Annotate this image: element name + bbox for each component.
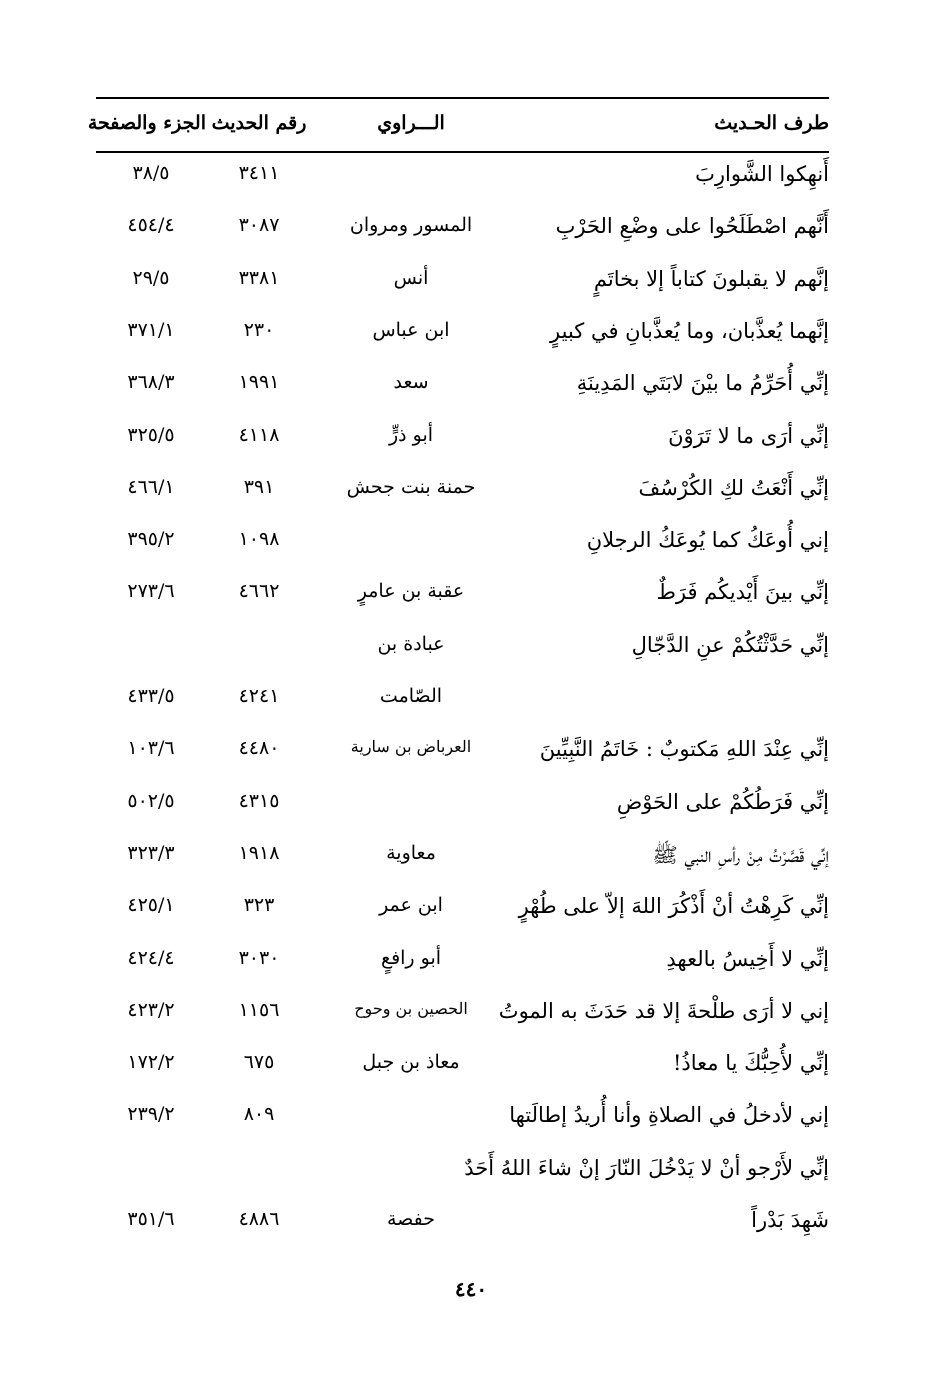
table-row: [96, 1146, 829, 1198]
row-number: ١٠٩٨: [238, 528, 280, 551]
row-hadith: أَنهِكوا الشَّوارِبَ: [695, 162, 829, 186]
row-rawi: عبادة بن: [377, 632, 445, 655]
row-rawi: الصّامت: [379, 685, 443, 707]
row-number: ٣٠٣٠: [238, 946, 280, 969]
table-row: [96, 780, 829, 832]
row-number: ٣٣٨١: [238, 266, 280, 289]
table-row: [96, 832, 829, 884]
row-page: ٢٩/٥: [132, 266, 170, 289]
table-row: [96, 257, 829, 309]
page-number: ٤٤٠: [454, 1277, 488, 1301]
row-number: ١٩٩١: [238, 371, 280, 394]
table-row: [96, 518, 829, 570]
table-row: [96, 675, 829, 727]
table-row: [96, 1041, 829, 1093]
row-number: ١٩١٨: [238, 841, 280, 864]
row-page: ٤٦٦/١: [127, 475, 175, 498]
row-page: ٣٧١/١: [127, 318, 175, 341]
table-row: [96, 884, 829, 936]
row-rawi: معاذ بن جبل: [362, 1051, 460, 1074]
row-hadith: شَهِدَ بَدْراً: [751, 1208, 829, 1232]
table-row: [96, 1198, 829, 1250]
table-row: [96, 1093, 829, 1145]
row-number: ٤٤٨٠: [238, 737, 280, 760]
row-hadith: إنِّي قَصَّرْتُ مِنْ رأسِ النبي ﷺ: [652, 842, 829, 867]
table-row: [96, 570, 829, 622]
row-hadith: إني أُوعَكُ كما يُوعَكُ الرجلانِ: [586, 528, 829, 553]
row-hadith: إنِّي لا أَخِيسُ بالعهدِ: [666, 946, 829, 971]
table-row: [96, 309, 829, 361]
row-rawi: المسور ومروان: [349, 214, 473, 237]
row-hadith: أَنَّهم اصْطَلَحُوا على وضْعِ الحَرْبِ: [555, 214, 829, 239]
table-top-rule: [96, 97, 829, 99]
table-row: [96, 361, 829, 413]
row-number: ٤٦٦٢: [238, 580, 280, 603]
row-page: ٢٧٣/٦: [127, 580, 175, 603]
row-hadith: إنَّهما يُعذَّبان، وما يُعذَّبانِ في كبيرٍ: [550, 318, 829, 343]
row-rawi: أبو رافعٍ: [380, 946, 442, 969]
row-hadith: إنِّي فَرَطُكُمْ على الحَوْضِ: [616, 789, 829, 814]
row-hadith: إني لا أرَى طلْحةَ إلا قد حَدَثَ به الموتُ: [498, 998, 829, 1023]
header-number: رقم الحديث: [211, 112, 307, 134]
row-rawi: أنس: [393, 266, 429, 289]
table-row: [96, 466, 829, 518]
row-number: ٤٣١٥: [238, 789, 280, 812]
row-rawi: ابن عمر: [379, 894, 443, 917]
row-rawi: عقبة بن عامرٍ: [357, 580, 465, 603]
header-rawi: الـــراوي: [377, 112, 445, 134]
row-page: ٣٢٣/٣: [127, 841, 175, 864]
row-page: ٤٢٤/٤: [127, 946, 175, 969]
row-page: ١٧٢/٢: [127, 1051, 175, 1074]
row-number: ٤٢٤١: [238, 685, 280, 707]
row-hadith: إنِّي أَنْعَتُ لكِ الكُرْسُفَ: [638, 475, 829, 500]
row-number: ٤٨٨٦: [238, 1208, 280, 1230]
row-rawi: أبو ذرٍّ: [388, 423, 434, 446]
row-rawi: معاوية: [386, 841, 436, 864]
row-page: ٣٦٨/٣: [127, 371, 175, 394]
table-row: [96, 204, 829, 256]
row-hadith: إنِّي لأُحِبُّكَ يا معاذُ!: [672, 1051, 829, 1076]
row-page: ٤٣٣/٥: [127, 685, 175, 707]
row-number: ١١٥٦: [238, 998, 280, 1021]
table-row: [96, 989, 829, 1041]
row-page: ٥٠٢/٥: [127, 789, 175, 812]
row-number: ٣٤١١: [238, 162, 280, 184]
row-number: ٣٠٨٧: [238, 214, 280, 237]
row-number: ٨٠٩: [243, 1103, 275, 1126]
row-hadith: إنِّي بينَ أَيْديكُم فَرَطٌ: [656, 580, 829, 605]
header-hadith: طرف الحـديث: [714, 112, 829, 134]
table-row: [96, 414, 829, 466]
row-page: ٣٨/٥: [132, 162, 170, 184]
row-page: ٣٩٥/٢: [127, 528, 175, 551]
table-row: [96, 152, 829, 204]
row-number: ٣٢٣: [243, 894, 275, 917]
row-page: ٤٥٤/٤: [127, 214, 175, 237]
row-hadith: إنِّي عِنْدَ اللهِ مَكتوبٌ : خَاتَمُ النَّبِيِّينَ: [539, 737, 829, 762]
row-rawi: ابن عباس: [372, 318, 450, 341]
row-hadith: إنِّي أرَى ما لا تَرَوْنَ: [668, 423, 829, 448]
row-page: ١٠٣/٦: [127, 737, 175, 760]
row-hadith: إنِّي حَدَّثْتُكُمْ عنِ الدَّجّالِ: [631, 632, 829, 657]
row-rawi: سعد: [393, 371, 429, 394]
table-row: [96, 727, 829, 779]
row-page: ٣٢٥/٥: [127, 423, 175, 446]
row-hadith: إنِّي كَرِهْتُ أنْ أَذْكُرَ اللهَ إلاّ على طُهْرٍ: [518, 894, 829, 919]
row-number: ٢٣٠: [243, 318, 275, 341]
row-hadith: إني لأدخلُ في الصلاةِ وأنا أُريدُ إطالَتها: [509, 1103, 829, 1128]
row-rawi: حمنة بنت جحش: [346, 475, 476, 498]
row-page: ٢٣٩/٢: [127, 1103, 175, 1126]
row-hadith: إنَّهم لا يقبلونَ كتاباً إلا بخاتَمٍ: [593, 266, 829, 291]
row-page: ٣٥١/٦: [127, 1208, 175, 1230]
table-row: [96, 937, 829, 989]
row-number: ٤١١٨: [238, 423, 280, 446]
row-page: ٤٢٣/٢: [127, 998, 175, 1021]
row-hadith: إنِّي لأَرْجو أنْ لا يَدْخُلَ النّارَ إنْ شاءَ اللهُ أَحَدٌ: [464, 1155, 829, 1180]
row-rawi: حفصة: [386, 1208, 436, 1230]
table-row: [96, 623, 829, 675]
row-hadith: إنِّي أُحَرِّمُ ما بيْنَ لابَتَي المَدِينَةِ: [576, 371, 829, 396]
row-rawi: الحصين بن وحوح: [354, 998, 468, 1018]
table-header: [87, 108, 829, 144]
header-page: الجزء والصفحة: [87, 112, 206, 134]
row-number: ٣٩١: [243, 475, 275, 498]
row-page: ٤٢٥/١: [127, 894, 175, 917]
row-number: ٦٧٥: [243, 1051, 275, 1074]
row-rawi: العرباض بن سارية: [350, 737, 472, 757]
